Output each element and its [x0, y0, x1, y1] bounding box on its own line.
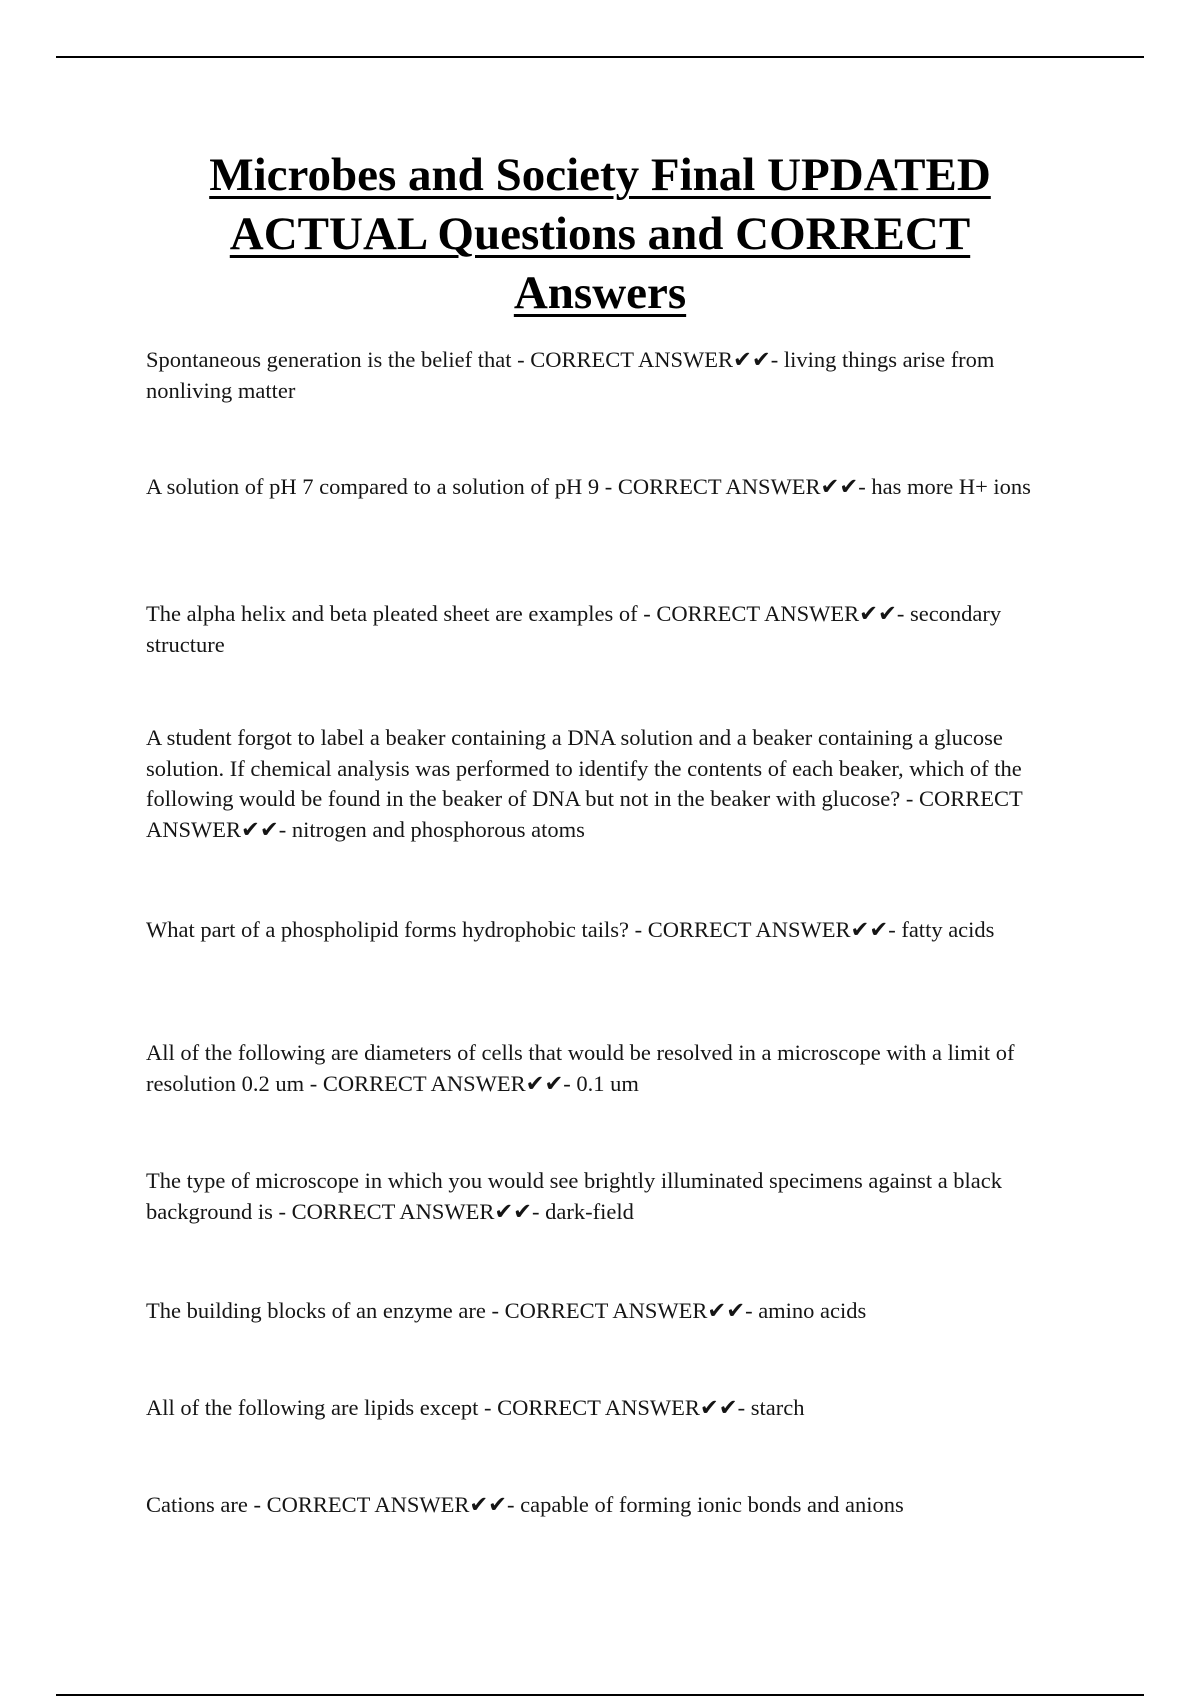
qa-item-10: Cations are - CORRECT ANSWER✔✔- capable of forming ionic bonds and anions [146, 1492, 904, 1517]
title-line-1: Microbes and Society Final UPDATED [209, 149, 991, 201]
bottom-rule [56, 1694, 1144, 1696]
title-line-3: Answers [513, 267, 687, 319]
qa-item-2: A solution of pH 7 compared to a solution of pH 9 - CORRECT ANSWER✔✔- has more H+ ions [146, 474, 1031, 499]
qa-item-1: Spontaneous generation is the belief that - CORRECT ANSWER✔✔- living things arise from nonliving matter [146, 347, 995, 403]
qa-item-5: What part of a phospholipid forms hydrophobic tails? - CORRECT ANSWER✔✔- fatty acids [146, 917, 995, 942]
qa-item-4: A student forgot to label a beaker containing a DNA solution and a beaker containing a glucose solution. If chemical analysis was performed to identify the contents of each beaker, which of the following would be found in the beaker of DNA but not in the beaker with glucose? - CORRECT ANSWER✔✔- nitrogen and phosphorous atoms [146, 725, 1023, 842]
qa-item-8: The building blocks of an enzyme are - CORRECT ANSWER✔✔- amino acids [146, 1298, 867, 1323]
qa-item-6: All of the following are diameters of cells that would be resolved in a microscope with a limit of resolution 0.2 um - CORRECT ANSWER✔✔- 0.1 um [146, 1040, 1015, 1096]
title-line-2: ACTUAL Questions and CORRECT [229, 208, 971, 260]
top-rule [56, 56, 1144, 58]
document-title [150, 146, 1050, 323]
qa-item-7: The type of microscope in which you would see brightly illuminated specimens against a black background is - CORRECT ANSWER✔✔- dark-field [146, 1168, 1003, 1224]
qa-item-9: All of the following are lipids except - CORRECT ANSWER✔✔- starch [146, 1395, 805, 1420]
qa-item-3: The alpha helix and beta pleated sheet are examples of - CORRECT ANSWER✔✔- secondary structure [146, 601, 1002, 657]
